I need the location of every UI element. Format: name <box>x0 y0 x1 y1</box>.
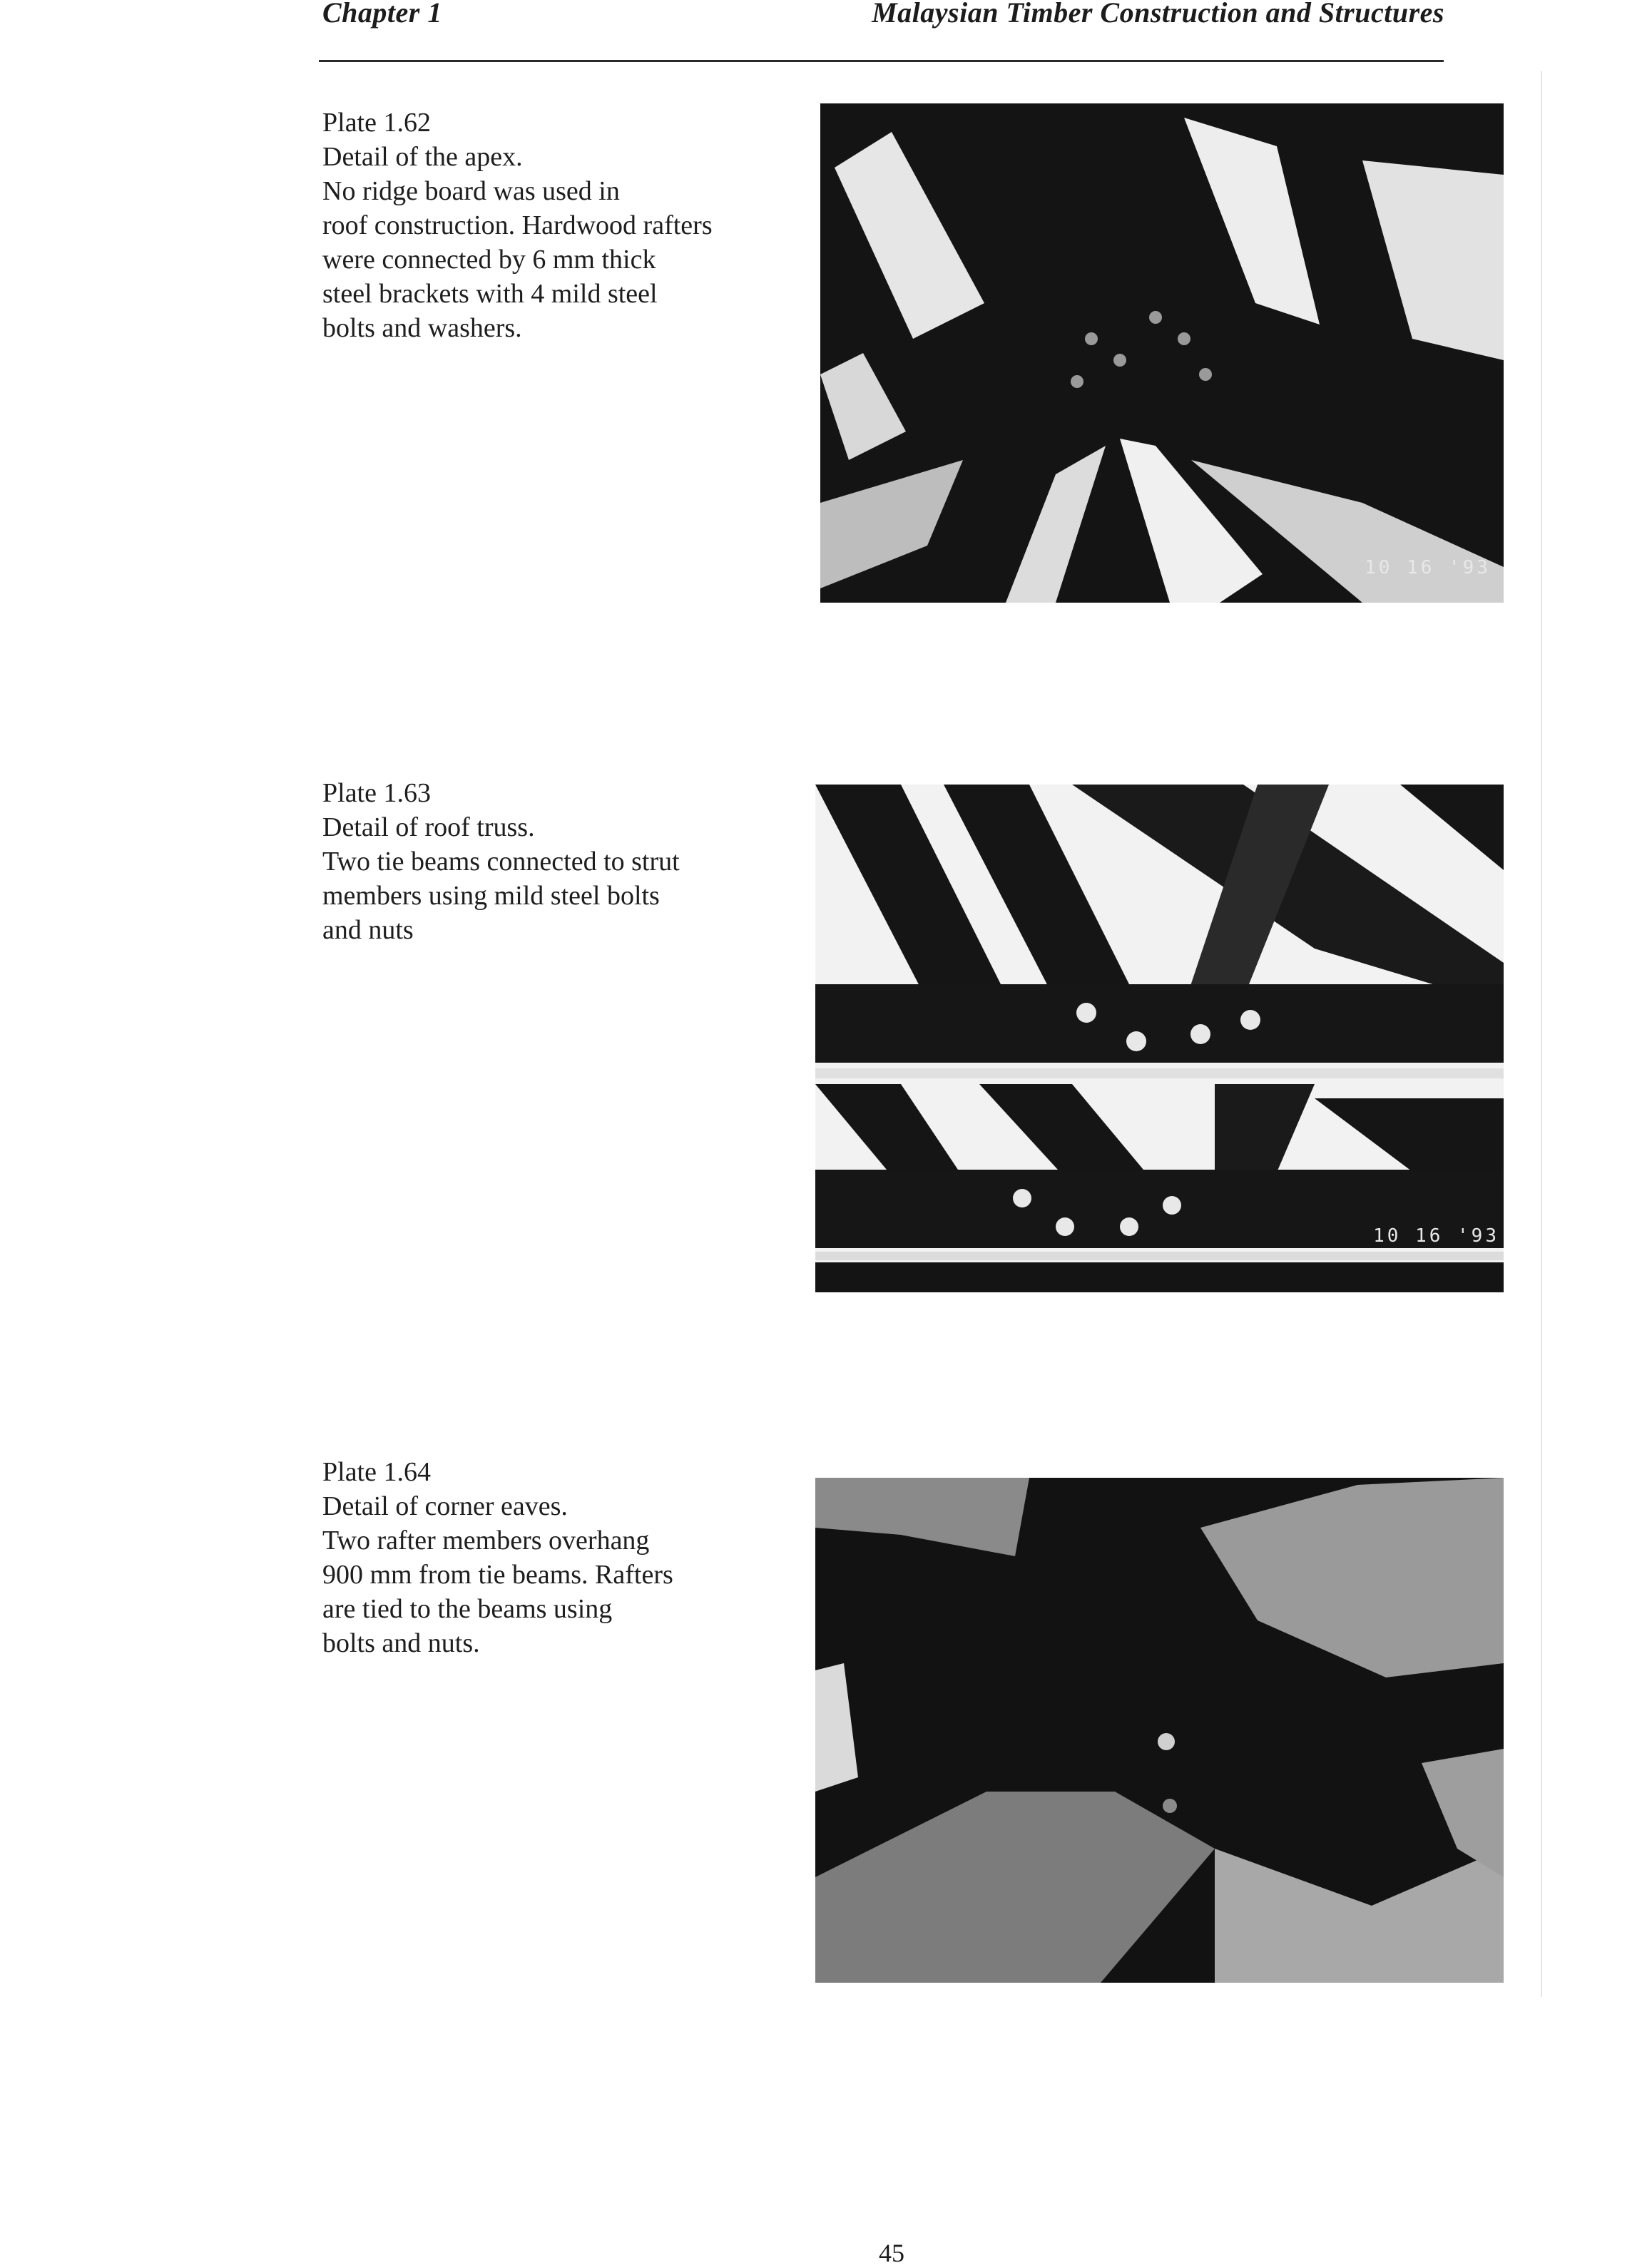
plate-label: Plate 1.64 <box>322 1457 431 1487</box>
plate-label: Plate 1.63 <box>322 778 431 808</box>
plate-text-line: were connected by 6 mm thick <box>322 245 656 275</box>
plate-caption-1-64 <box>322 1455 673 1660</box>
plate-caption-1-62 <box>322 106 713 345</box>
plate-text-line: roof construction. Hardwood rafters <box>322 210 713 240</box>
plate-title: Detail of the apex. <box>322 142 523 172</box>
photo-date-stamp: 10 16 '93 <box>1365 557 1491 578</box>
page-number: 45 <box>879 2239 904 2267</box>
plate-text-line: Two rafter members overhang <box>322 1526 650 1556</box>
header-rule <box>319 60 1444 62</box>
plate-text-line: are tied to the beams using <box>322 1594 613 1624</box>
scan-edge-line <box>1541 71 1542 1997</box>
chapter-label: Chapter 1 <box>322 0 442 29</box>
plate-text-line: members using mild steel bolts <box>322 881 660 911</box>
plate-label: Plate 1.62 <box>322 108 431 138</box>
roof-apex-photo-icon <box>820 103 1504 603</box>
plate-text-line: 900 mm from tie beams. Rafters <box>322 1560 673 1590</box>
plate-photo-corner-eaves <box>815 1478 1504 1983</box>
corner-eaves-photo-icon <box>815 1478 1504 1983</box>
plate-text-line: No ridge board was used in <box>322 176 620 206</box>
book-title: Malaysian Timber Construction and Structures <box>872 0 1444 29</box>
plate-photo-apex <box>820 103 1504 603</box>
plate-text-line: steel brackets with 4 mild steel <box>322 279 658 309</box>
plate-text-line: and nuts <box>322 915 414 945</box>
plate-text-line: bolts and washers. <box>322 313 522 343</box>
plate-text-line: bolts and nuts. <box>322 1628 480 1658</box>
plate-text-line: Two tie beams connected to strut <box>322 847 680 877</box>
roof-truss-photo-icon <box>815 785 1504 1292</box>
plate-photo-roof-truss <box>815 785 1504 1292</box>
plate-title: Detail of roof truss. <box>322 812 535 842</box>
plate-caption-1-63 <box>322 776 680 947</box>
photo-date-stamp: 10 16 '93 <box>1373 1225 1499 1247</box>
plate-title: Detail of corner eaves. <box>322 1491 568 1521</box>
